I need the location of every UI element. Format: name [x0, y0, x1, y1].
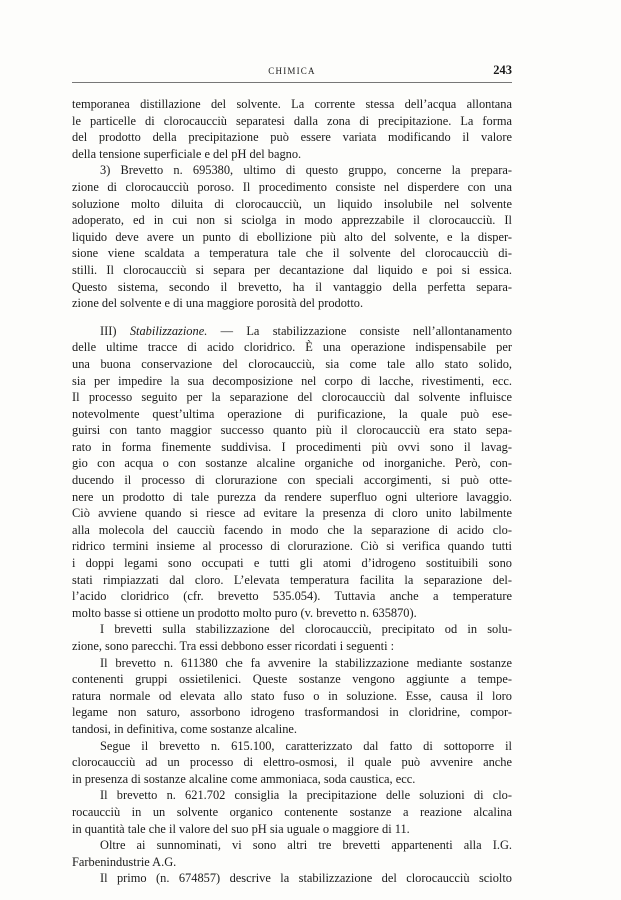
paragraph-other-patents: [72, 837, 512, 870]
text-line: nere un prodotto di tale purezza da rendere superfluo ogni ulteriore lavaggio.: [72, 489, 512, 504]
text-line: stati rimpiazzati dal cloro. L’elevata temperatura facilita la separazione del-: [72, 572, 512, 587]
text-line: molto basse si ottiene un prodotto molto puro (v. brevetto n. 635870).: [72, 605, 417, 620]
text-line: delle ultime tracce di acido cloridrico. È una operazione indispensabile per: [72, 340, 512, 355]
text-line: in quantità tale che il valore del suo pH sia uguale o maggiore di 11.: [72, 821, 410, 836]
page-number: 243: [493, 63, 512, 77]
text-line: zione di clorocaucciù poroso. Il procedimento consiste nel disperdere con una: [72, 179, 512, 194]
text-line: stilli. Il clorocaucciù si separa per decantazione dal liquido e poi si essica.: [72, 262, 512, 277]
page-header: [72, 63, 512, 84]
paragraph-distillation: [72, 96, 512, 162]
text-line: soluzione molto diluita di clorocaucciù, un liquido insolubile nel solvente: [72, 196, 512, 211]
paragraph-patent-674857: [72, 870, 512, 887]
text-line: notevolmente quest’ultima operazione di purificazione, la quale può ese-: [72, 406, 512, 421]
paragraph-stabilization-patents: [72, 621, 512, 654]
text-line: Ciò avviene quando si riesce ad evitare la presenza di cloro unito labilmente: [72, 506, 512, 521]
paragraph-patent-695380: [72, 162, 512, 311]
text-line: del prodotto della precipitazione può essere variata modificando il valore: [72, 130, 512, 145]
header-rule: [72, 82, 512, 83]
paragraph-patent-615100: [72, 738, 512, 788]
body-text: [72, 96, 512, 887]
text-line: guirsi con tanto maggior successo quanto più il clorocaucciù era stato sepa-: [72, 423, 512, 438]
paragraph-patent-621702: [72, 787, 512, 837]
text-line: 3) Brevetto n. 695380, ultimo di questo gruppo, concerne la prepara-: [100, 163, 512, 178]
text-line: clorocaucciù ad un processo di elettro-osmosi, il quale può avvenire anche: [72, 755, 512, 770]
paragraph-patent-611380: [72, 655, 512, 738]
section-spacer: [72, 312, 512, 323]
paragraph-stabilizzazione: [72, 323, 512, 622]
running-head: CHIMICA: [268, 66, 316, 76]
text-line: Il primo (n. 674857) descrive la stabilizzazione del clorocaucciù sciolto: [100, 871, 512, 886]
text-line: alla molecola del caucciù facendo in modo che la separazione di acido clo-: [72, 522, 512, 537]
text-line: ducendo il processo di clorurazione con speciali accorgimenti, si può otte-: [72, 473, 512, 488]
text-line: III) Stabilizzazione. — La stabilizzazione consiste nell’allontanamento: [100, 323, 513, 338]
text-line: sia per impedire la sua decomposizione nel corpo di lacche, rivestimenti, ecc.: [72, 373, 512, 388]
text-line: liquido deve avere un punto di ebollizione più alto del solvente, e la disper-: [72, 229, 512, 244]
text-line: zione del solvente e di una maggiore porosità del prodotto.: [72, 296, 364, 311]
section-term: Stabilizzazione.: [129, 323, 208, 338]
text-line: Oltre ai sunnominati, vi sono altri tre brevetti appartenenti alla I.G.: [100, 838, 512, 853]
text-line: una buona conservazione del clorocaucciù, sia come tale allo stato solido,: [72, 356, 512, 371]
text-line: ratura normale od elevata allo stato fuso o in soluzione. Esse, causa il loro: [72, 688, 512, 703]
text-line: sione viene scaldata a temperatura tale che il solvente del clorocaucciù di-: [72, 246, 512, 261]
text-line: tandosi, in definitiva, come sostanze alcaline.: [72, 721, 298, 736]
text-line: gio con acqua o con sostanze alcaline organiche od inorganiche. Però, con-: [72, 456, 512, 471]
text-line: Questo sistema, secondo il brevetto, ha il vantaggio della perfetta separa-: [72, 279, 512, 294]
text-line: legame non saturo, assorbono idrogeno trasformandosi in cloridrine, compor-: [72, 705, 512, 720]
text-line: contenenti gruppi ossietilenici. Queste sostanze vengono aggiunte a tempe-: [72, 672, 512, 687]
text-line: le particelle di clorocaucciù separatesi dalla zona di precipitazione. La forma: [72, 113, 512, 128]
text-line: adoperato, ed in cui non si sciolga in modo apprezzabile il clorocaucciù. Il: [72, 213, 512, 228]
text-line: rocaucciù in un solvente organico contenente sostanze a reazione alcalina: [72, 804, 512, 819]
text-line: ridrico termini insieme al processo di clorurazione. Ciò si verifica quando tutti: [72, 539, 512, 554]
text-line: in presenza di sostanze alcaline come ammoniaca, soda caustica, ecc.: [72, 771, 416, 786]
text-line: rato in forma finemente suddivisa. I procedimenti più ovvi sono il lavag-: [72, 439, 512, 454]
text-line: Segue il brevetto n. 615.100, caratterizzato dal fatto di sottoporre il: [100, 738, 512, 753]
text-line: Il brevetto n. 621.702 consiglia la precipitazione delle soluzioni di clo-: [100, 788, 512, 803]
text-line: Farbenindustrie A.G.: [72, 854, 177, 869]
text-line: Il brevetto n. 611380 che fa avvenire la stabilizzazione mediante sostanze: [100, 655, 512, 670]
text-line: I brevetti sulla stabilizzazione del clorocaucciù, precipitato od in solu-: [100, 622, 512, 637]
text-line: i doppi legami sono occupati e tutti gli atomi d’idrogeno sostituibili sono: [72, 556, 512, 571]
text-line: temporanea distillazione del solvente. La corrente stessa dell’acqua allontana: [72, 97, 512, 111]
text-line: della tensione superficiale e del pH del bagno.: [72, 146, 302, 161]
text-line: l’acido cloridrico (cfr. brevetto 535.054). Tuttavia anche a temperature: [72, 589, 512, 604]
text-line: Il processo seguito per la separazione del clorocaucciù dal solvente influisce: [72, 390, 512, 405]
text-line: zione, sono parecchi. Tra essi debbono esser ricordati i seguenti :: [72, 639, 395, 653]
